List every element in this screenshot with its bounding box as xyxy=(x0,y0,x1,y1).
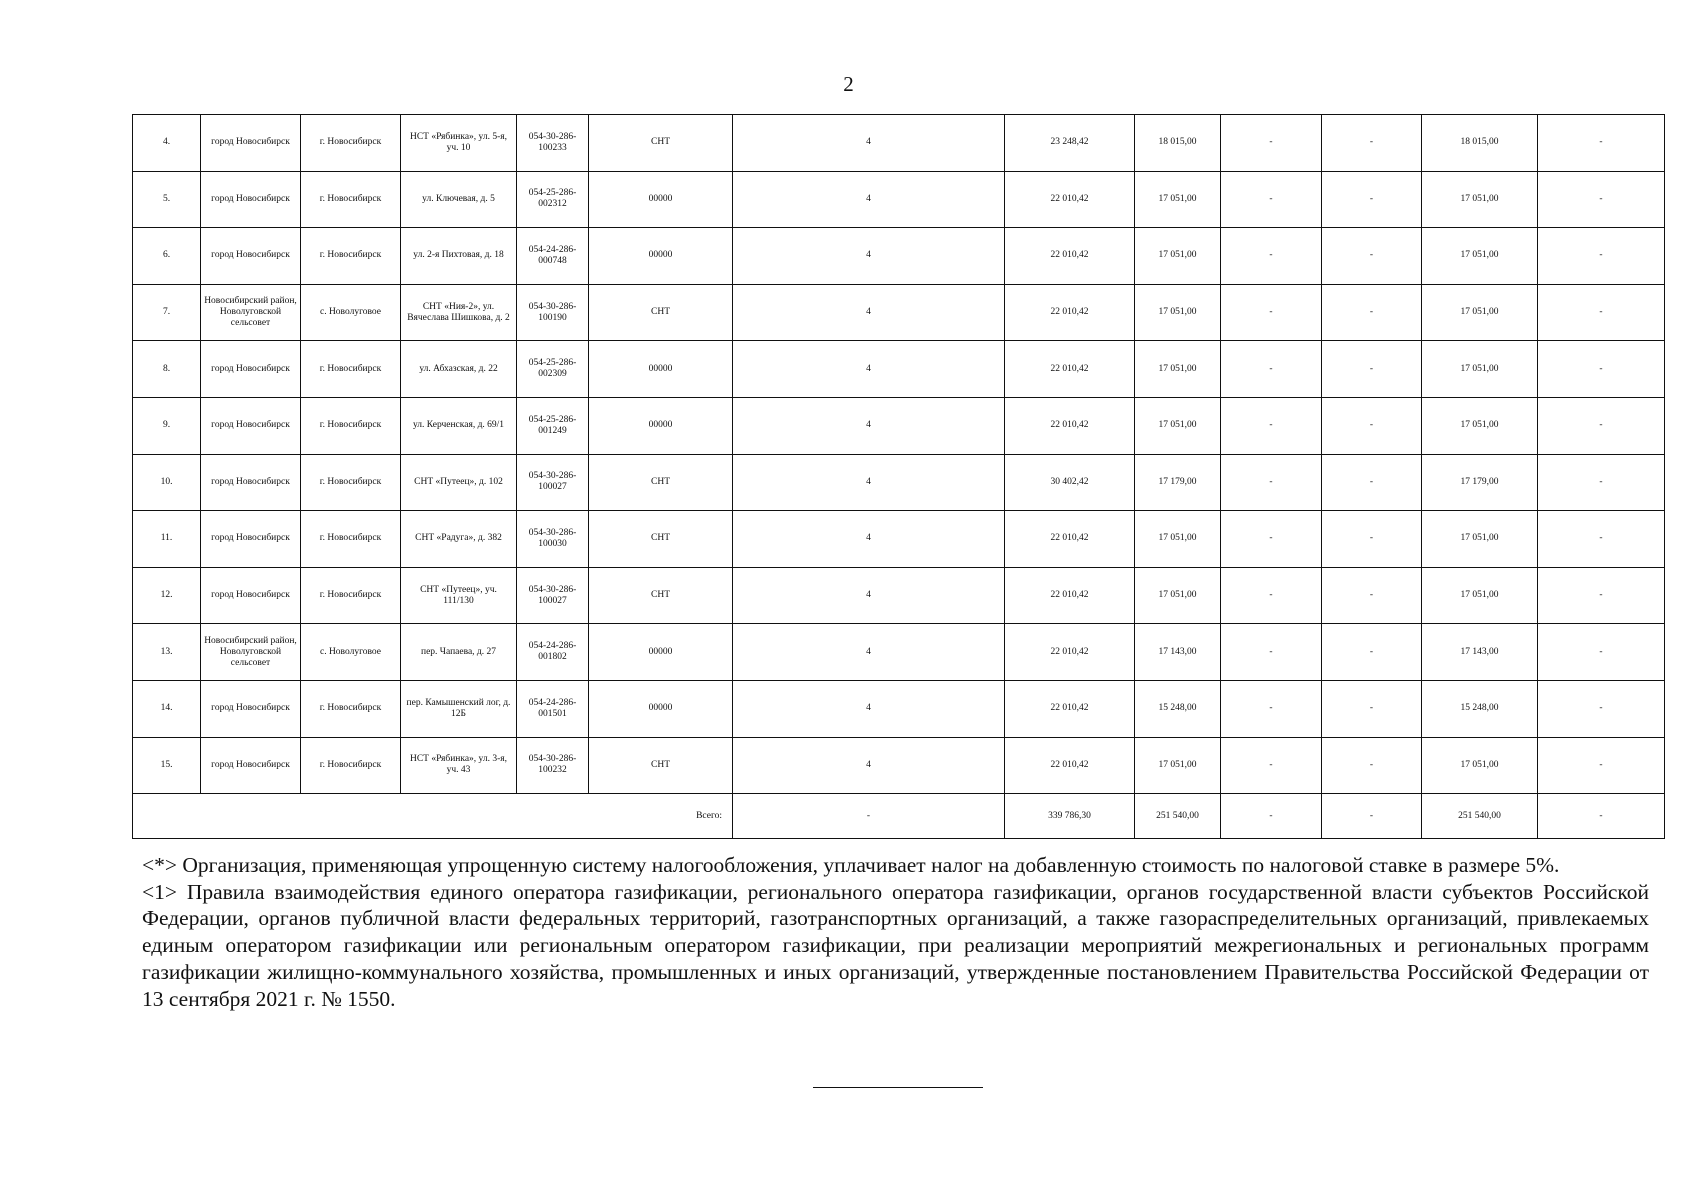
cell-settlement: г. Новосибирск xyxy=(301,171,401,228)
cell-col10: - xyxy=(1221,115,1322,172)
cell-settlement: г. Новосибирск xyxy=(301,680,401,737)
cell-municipality: Новосибирский район, Новолуговской сельсовет xyxy=(201,624,301,681)
cell-col10: - xyxy=(1221,680,1322,737)
cell-col8: 22 010,42 xyxy=(1005,680,1135,737)
cell-col13: - xyxy=(1538,567,1665,624)
cell-address: НСТ «Рябинка», ул. 3-я, уч. 43 xyxy=(401,737,517,794)
cell-type: 00000 xyxy=(589,341,733,398)
cell-col8: 22 010,42 xyxy=(1005,567,1135,624)
cell-address: ул. Ключевая, д. 5 xyxy=(401,171,517,228)
cell-code: 054-25-286-002309 xyxy=(517,341,589,398)
cell-col13: - xyxy=(1538,284,1665,341)
cell-col8: 22 010,42 xyxy=(1005,228,1135,285)
cell-code: 054-24-286-000748 xyxy=(517,228,589,285)
cell-col12: 17 051,00 xyxy=(1422,341,1538,398)
cell-number: 9. xyxy=(133,397,201,454)
cell-col9: 17 051,00 xyxy=(1135,284,1221,341)
total-col9: 251 540,00 xyxy=(1135,794,1221,839)
cell-number: 12. xyxy=(133,567,201,624)
cell-col11: - xyxy=(1322,511,1422,568)
cell-address: пер. Камышенский лог, д. 12Б xyxy=(401,680,517,737)
cell-col8: 22 010,42 xyxy=(1005,397,1135,454)
cell-settlement: г. Новосибирск xyxy=(301,454,401,511)
cell-col12: 17 051,00 xyxy=(1422,567,1538,624)
cell-code: 054-24-286-001802 xyxy=(517,624,589,681)
cell-settlement: с. Новолуговое xyxy=(301,624,401,681)
cell-col13: - xyxy=(1538,511,1665,568)
total-col8: 339 786,30 xyxy=(1005,794,1135,839)
page-number: 2 xyxy=(843,72,854,96)
table-row xyxy=(133,511,1665,568)
cell-col9: 17 051,00 xyxy=(1135,397,1221,454)
cell-type: 00000 xyxy=(589,624,733,681)
cell-col7: 4 xyxy=(733,171,1005,228)
table-row xyxy=(133,115,1665,172)
cell-municipality: город Новосибирск xyxy=(201,171,301,228)
cell-type: 00000 xyxy=(589,397,733,454)
cell-col13: - xyxy=(1538,737,1665,794)
cell-number: 14. xyxy=(133,680,201,737)
cell-municipality: город Новосибирск xyxy=(201,511,301,568)
cell-number: 7. xyxy=(133,284,201,341)
cell-settlement: г. Новосибирск xyxy=(301,228,401,285)
cell-col13: - xyxy=(1538,341,1665,398)
footnote-star: <*> Организация, применяющая упрощенную систему налогообложения, уплачивает налог на добавленную стоимость по налоговой ставке в размере 5%. xyxy=(142,853,1560,877)
cell-col9: 17 051,00 xyxy=(1135,737,1221,794)
cell-code: 054-30-286-100030 xyxy=(517,511,589,568)
cell-col7: 4 xyxy=(733,341,1005,398)
cell-col10: - xyxy=(1221,171,1322,228)
cell-col13: - xyxy=(1538,228,1665,285)
cell-col8: 22 010,42 xyxy=(1005,511,1135,568)
cell-col11: - xyxy=(1322,454,1422,511)
cell-col8: 22 010,42 xyxy=(1005,341,1135,398)
cell-municipality: город Новосибирск xyxy=(201,115,301,172)
tariff-table xyxy=(132,114,1665,839)
cell-type: 00000 xyxy=(589,171,733,228)
cell-col12: 18 015,00 xyxy=(1422,115,1538,172)
cell-number: 6. xyxy=(133,228,201,285)
cell-col10: - xyxy=(1221,454,1322,511)
cell-col7: 4 xyxy=(733,567,1005,624)
footnote-1: <1> Правила взаимодействия единого оператора газификации, регионального оператора газификации, органов государственной власти субъектов Российской Федерации, органов публичной власти федеральных территорий, газотранспортных организаций, а также газораспределительных организаций, привлекаемых единым оператором газификации или региональным оператором газификации, при реализации мероприятий межрегиональных и региональных программ газификации жилищно-коммунального хозяйства, промышленных и иных организаций, утвержденные постановлением Правительства Российской Федерации от 13 сентября 2021 г. № 1550. xyxy=(142,879,1649,1011)
cell-col11: - xyxy=(1322,171,1422,228)
cell-col12: 17 051,00 xyxy=(1422,228,1538,285)
cell-col12: 17 051,00 xyxy=(1422,284,1538,341)
cell-col7: 4 xyxy=(733,284,1005,341)
cell-col10: - xyxy=(1221,737,1322,794)
cell-col8: 23 248,42 xyxy=(1005,115,1135,172)
total-col13: - xyxy=(1538,794,1665,839)
total-col7: - xyxy=(733,794,1005,839)
cell-col8: 22 010,42 xyxy=(1005,284,1135,341)
cell-number: 4. xyxy=(133,115,201,172)
cell-settlement: г. Новосибирск xyxy=(301,397,401,454)
cell-code: 054-25-286-001249 xyxy=(517,397,589,454)
cell-col9: 15 248,00 xyxy=(1135,680,1221,737)
cell-settlement: г. Новосибирск xyxy=(301,737,401,794)
cell-code: 054-24-286-001501 xyxy=(517,680,589,737)
cell-municipality: город Новосибирск xyxy=(201,680,301,737)
cell-municipality: город Новосибирск xyxy=(201,228,301,285)
cell-code: 054-25-286-002312 xyxy=(517,171,589,228)
cell-col12: 17 179,00 xyxy=(1422,454,1538,511)
cell-col9: 17 143,00 xyxy=(1135,624,1221,681)
total-col12: 251 540,00 xyxy=(1422,794,1538,839)
cell-address: ул. Керченская, д. 69/1 xyxy=(401,397,517,454)
cell-col11: - xyxy=(1322,228,1422,285)
cell-col10: - xyxy=(1221,567,1322,624)
cell-col13: - xyxy=(1538,171,1665,228)
cell-col11: - xyxy=(1322,115,1422,172)
cell-col12: 17 051,00 xyxy=(1422,511,1538,568)
cell-col13: - xyxy=(1538,680,1665,737)
cell-col12: 17 051,00 xyxy=(1422,397,1538,454)
total-row xyxy=(133,794,1665,839)
cell-col9: 17 051,00 xyxy=(1135,567,1221,624)
cell-col12: 17 051,00 xyxy=(1422,737,1538,794)
cell-col7: 4 xyxy=(733,511,1005,568)
cell-col11: - xyxy=(1322,397,1422,454)
total-col10: - xyxy=(1221,794,1322,839)
cell-municipality: город Новосибирск xyxy=(201,397,301,454)
cell-col13: - xyxy=(1538,454,1665,511)
end-divider xyxy=(813,1087,983,1088)
cell-col7: 4 xyxy=(733,397,1005,454)
cell-col11: - xyxy=(1322,284,1422,341)
cell-col7: 4 xyxy=(733,454,1005,511)
cell-address: СНТ «Путеец», уч. 111/130 xyxy=(401,567,517,624)
table-row xyxy=(133,567,1665,624)
cell-number: 10. xyxy=(133,454,201,511)
cell-municipality: город Новосибирск xyxy=(201,341,301,398)
cell-col13: - xyxy=(1538,115,1665,172)
cell-type: СНТ xyxy=(589,567,733,624)
cell-address: СНТ «Ния-2», ул. Вячеслава Шишкова, д. 2 xyxy=(401,284,517,341)
cell-settlement: г. Новосибирск xyxy=(301,115,401,172)
cell-col10: - xyxy=(1221,341,1322,398)
cell-col8: 22 010,42 xyxy=(1005,171,1135,228)
cell-type: СНТ xyxy=(589,284,733,341)
cell-col10: - xyxy=(1221,511,1322,568)
table-row xyxy=(133,397,1665,454)
cell-col8: 30 402,42 xyxy=(1005,454,1135,511)
table-row xyxy=(133,737,1665,794)
cell-col7: 4 xyxy=(733,624,1005,681)
cell-address: ул. Абхазская, д. 22 xyxy=(401,341,517,398)
total-label: Всего: xyxy=(133,794,733,839)
cell-col12: 15 248,00 xyxy=(1422,680,1538,737)
cell-address: пер. Чапаева, д. 27 xyxy=(401,624,517,681)
cell-type: СНТ xyxy=(589,454,733,511)
table-row xyxy=(133,680,1665,737)
cell-settlement: г. Новосибирск xyxy=(301,511,401,568)
cell-col10: - xyxy=(1221,228,1322,285)
cell-col9: 17 051,00 xyxy=(1135,228,1221,285)
cell-settlement: г. Новосибирск xyxy=(301,341,401,398)
cell-col13: - xyxy=(1538,624,1665,681)
cell-municipality: Новосибирский район, Новолуговской сельсовет xyxy=(201,284,301,341)
table-row xyxy=(133,624,1665,681)
cell-col9: 17 051,00 xyxy=(1135,341,1221,398)
cell-col12: 17 051,00 xyxy=(1422,171,1538,228)
cell-col8: 22 010,42 xyxy=(1005,737,1135,794)
cell-col9: 17 051,00 xyxy=(1135,511,1221,568)
table-row xyxy=(133,341,1665,398)
cell-number: 13. xyxy=(133,624,201,681)
table-row xyxy=(133,284,1665,341)
cell-number: 15. xyxy=(133,737,201,794)
cell-address: СНТ «Радуга», д. 382 xyxy=(401,511,517,568)
cell-code: 054-30-286-100190 xyxy=(517,284,589,341)
cell-col10: - xyxy=(1221,397,1322,454)
cell-col10: - xyxy=(1221,624,1322,681)
cell-code: 054-30-286-100027 xyxy=(517,567,589,624)
cell-col8: 22 010,42 xyxy=(1005,624,1135,681)
table-row xyxy=(133,228,1665,285)
cell-type: СНТ xyxy=(589,737,733,794)
table-row xyxy=(133,454,1665,511)
cell-col11: - xyxy=(1322,680,1422,737)
cell-number: 5. xyxy=(133,171,201,228)
cell-col7: 4 xyxy=(733,115,1005,172)
cell-col11: - xyxy=(1322,737,1422,794)
cell-number: 11. xyxy=(133,511,201,568)
cell-address: НСТ «Рябинка», ул. 5-я, уч. 10 xyxy=(401,115,517,172)
cell-col9: 18 015,00 xyxy=(1135,115,1221,172)
cell-type: СНТ xyxy=(589,511,733,568)
cell-code: 054-30-286-100027 xyxy=(517,454,589,511)
cell-col11: - xyxy=(1322,341,1422,398)
cell-col7: 4 xyxy=(733,680,1005,737)
cell-code: 054-30-286-100232 xyxy=(517,737,589,794)
cell-col9: 17 179,00 xyxy=(1135,454,1221,511)
cell-type: 00000 xyxy=(589,680,733,737)
cell-municipality: город Новосибирск xyxy=(201,567,301,624)
cell-number: 8. xyxy=(133,341,201,398)
cell-settlement: с. Новолуговое xyxy=(301,284,401,341)
footnotes xyxy=(142,852,1649,1012)
cell-municipality: город Новосибирск xyxy=(201,454,301,511)
cell-code: 054-30-286-100233 xyxy=(517,115,589,172)
cell-address: ул. 2-я Пихтовая, д. 18 xyxy=(401,228,517,285)
cell-col9: 17 051,00 xyxy=(1135,171,1221,228)
table-row xyxy=(133,171,1665,228)
tariff-table-container xyxy=(132,114,1664,839)
total-col11: - xyxy=(1322,794,1422,839)
cell-col7: 4 xyxy=(733,737,1005,794)
cell-col11: - xyxy=(1322,567,1422,624)
cell-col12: 17 143,00 xyxy=(1422,624,1538,681)
cell-col11: - xyxy=(1322,624,1422,681)
cell-address: СНТ «Путеец», д. 102 xyxy=(401,454,517,511)
cell-settlement: г. Новосибирск xyxy=(301,567,401,624)
table-body xyxy=(133,115,1665,839)
cell-col13: - xyxy=(1538,397,1665,454)
cell-col7: 4 xyxy=(733,228,1005,285)
cell-col10: - xyxy=(1221,284,1322,341)
cell-municipality: город Новосибирск xyxy=(201,737,301,794)
cell-type: 00000 xyxy=(589,228,733,285)
cell-type: СНТ xyxy=(589,115,733,172)
